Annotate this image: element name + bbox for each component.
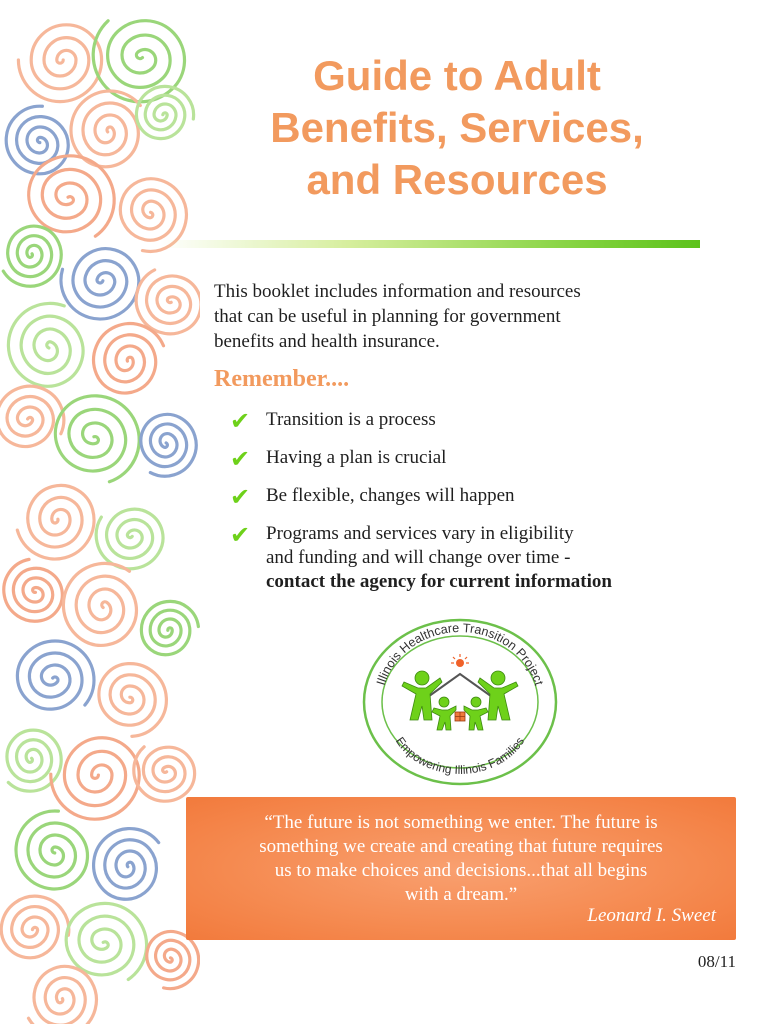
swirl-ornament bbox=[0, 719, 74, 804]
checklist-text: Be flexible, changes will happen bbox=[266, 485, 515, 506]
title-line-1: Guide to Adult bbox=[313, 52, 601, 99]
logo-top-text: Illinois Healthcare Transition Project bbox=[373, 620, 547, 687]
checklist-text: and funding and will change over time - bbox=[266, 547, 571, 568]
swirl-ornament bbox=[52, 238, 147, 329]
logo-window-icon bbox=[455, 712, 465, 721]
swirl-ornament bbox=[18, 25, 101, 102]
checkmark-icon: ✔ bbox=[230, 483, 251, 511]
quote-author: Leonard I. Sweet bbox=[587, 905, 716, 926]
swirl-ornament bbox=[45, 384, 151, 494]
swirl-ornament bbox=[50, 737, 140, 820]
checkmark-icon: ✔ bbox=[230, 521, 251, 549]
intro-paragraph bbox=[214, 279, 684, 354]
swirl-ornament bbox=[0, 554, 67, 626]
swirl-ornament bbox=[55, 75, 161, 180]
title-line-3: and Resources bbox=[306, 156, 608, 203]
swirl-ornament bbox=[9, 478, 103, 568]
swirl-ornament bbox=[14, 138, 132, 257]
checklist-item bbox=[230, 407, 710, 435]
quote-line: something we create and creating that future requires bbox=[259, 836, 663, 857]
intro-line-2: that can be useful in planning for government bbox=[214, 306, 561, 327]
title-line-2: Benefits, Services, bbox=[270, 104, 644, 151]
swirl-ornament bbox=[79, 814, 178, 912]
transition-project-logo bbox=[360, 616, 560, 786]
swirl-ornament bbox=[4, 625, 110, 730]
swirl-ornament bbox=[0, 375, 75, 460]
swirl-ornament bbox=[53, 887, 163, 999]
quote-line: with a dream.” bbox=[404, 884, 518, 905]
checklist-emphasis: contact the agency for current information bbox=[266, 571, 612, 592]
title-divider bbox=[160, 240, 700, 248]
swirl-ornament bbox=[13, 955, 110, 1024]
swirl-ornament bbox=[4, 104, 71, 176]
remember-heading: Remember.... bbox=[214, 366, 350, 392]
swirl-ornament bbox=[13, 808, 92, 892]
swirl-ornament bbox=[0, 891, 74, 963]
checkmark-icon: ✔ bbox=[230, 445, 251, 473]
swirl-ornament bbox=[133, 83, 197, 143]
page-title bbox=[222, 50, 692, 206]
checklist-text: Having a plan is crucial bbox=[266, 447, 447, 468]
publication-date: 08/11 bbox=[697, 952, 736, 971]
checklist-text: Transition is a process bbox=[266, 409, 436, 430]
swirl-ornament bbox=[138, 598, 200, 657]
swirl-ornament bbox=[82, 312, 175, 402]
checklist-item bbox=[230, 483, 710, 511]
quote-text bbox=[186, 811, 736, 907]
logo-bottom-text: Empowering Illinois Families bbox=[392, 734, 528, 777]
checklist-text: Programs and services vary in eligibility bbox=[266, 523, 574, 544]
intro-line-1: This booklet includes information and resources bbox=[214, 281, 581, 302]
remember-checklist bbox=[230, 408, 710, 608]
quote-line: “The future is not something we enter. The future is bbox=[264, 812, 658, 833]
checklist-item bbox=[230, 445, 710, 473]
swirl-ornament bbox=[97, 662, 168, 738]
quote-box bbox=[186, 797, 736, 940]
swirl-ornament bbox=[83, 493, 173, 582]
checkmark-icon: ✔ bbox=[230, 407, 251, 435]
intro-line-3: benefits and health insurance. bbox=[214, 331, 440, 352]
decorative-swirl-border bbox=[0, 0, 200, 1024]
checklist-item bbox=[230, 522, 710, 594]
quote-line: us to make choices and decisions...that all begins bbox=[274, 860, 648, 881]
swirl-ornament bbox=[0, 292, 97, 396]
logo-outer-ring bbox=[364, 620, 556, 784]
